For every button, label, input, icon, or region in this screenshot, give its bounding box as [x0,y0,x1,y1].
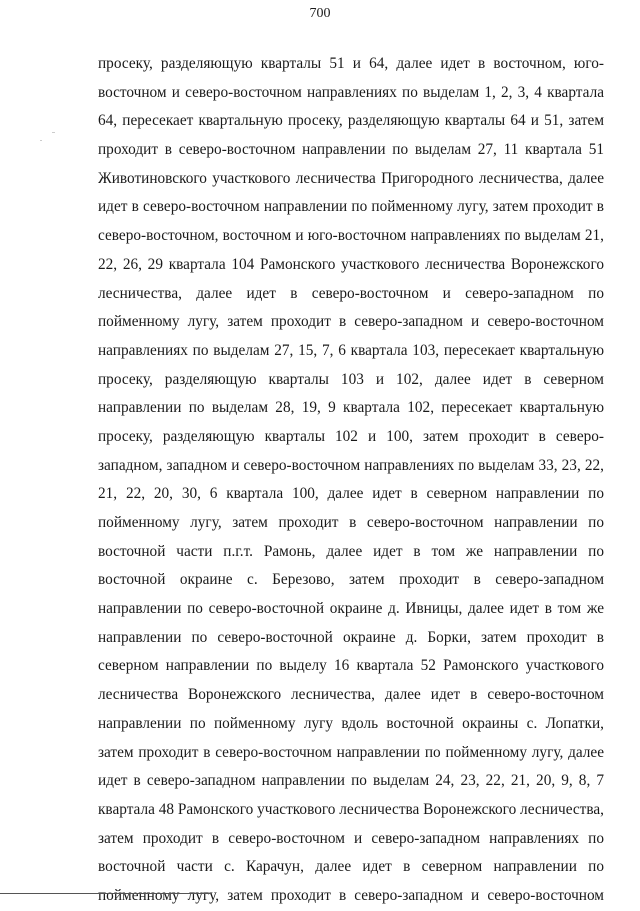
text-line: затем проходит в северо-восточном направлении по пойменному лугу, далее [98,743,604,761]
text-line: Животиновского участкового лесничества Пригородного лесничества, далее [98,169,604,187]
text-line: северо-восточном, восточном и юго-восточном направлениях по выделам 21, [98,227,604,245]
text-line: направлении по выделам 28, 19, 9 квартала 102, пересекает квартальную [98,399,604,417]
text-line: восточном и северо-восточном направлениях по выделам 1, 2, 3, 4 квартала [98,83,604,101]
text-line: пойменному лугу, затем проходит в северо-восточном направлении по [98,514,604,531]
scan-artifact [52,132,55,133]
footnote-rule [0,893,212,894]
text-line: направлении по северо-восточной окраине д. Ивницы, далее идет в том же [98,600,604,618]
text-line: 21, 22, 20, 30, 6 квартала 100, далее идет в северном направлении по [98,485,604,503]
text-line: восточной части с. Карачун, далее идет в северном направлении по [98,858,604,876]
text-line: пойменному лугу, затем проходит в северо-западном и северо-восточном [98,886,604,904]
text-line: пойменному лугу, затем проходит в северо-западном и северо-восточном [98,313,604,331]
text-line: восточной части п.г.т. Рамонь, далее идет в том же направлении по [98,542,604,560]
text-line: западном, западном и северо-восточном направлениях по выделам 33, 23, 22, [98,456,604,474]
text-line: затем проходит в северо-восточном и северо-западном направлениях по [98,829,604,847]
text-line: идет в северо-западном направлении по выделам 24, 23, 22, 21, 20, 9, 8, 7 [98,772,604,790]
text-line: направлении по пойменному лугу вдоль восточной окраины с. Лопатки, [98,714,604,732]
body-text [98,50,604,911]
scan-artifact [40,140,42,141]
text-line: лесничества, далее идет в северо-восточном и северо-западном по [98,284,604,302]
text-line: направлениях по выделам 27, 15, 7, 6 квартала 103, пересекает квартальную [98,341,604,359]
text-line: идет в северо-восточном направлении по пойменному лугу, затем проходит в [98,198,604,216]
text-line: просеку, разделяющую кварталы 103 и 102, далее идет в северном [98,370,604,388]
text-line: 64, пересекает квартальную просеку, разделяющую кварталы 64 и 51, затем [98,112,604,130]
text-line: лесничества Воронежского лесничества, далее идет в северо-восточном [98,686,604,704]
text-line: проходит в северо-восточном направлении по выделам 27, 11 квартала 51 [98,141,604,159]
page-number: 700 [309,6,331,21]
text-line: квартала 48 Рамонского участкового лесничества Воронежского лесничества, [98,800,604,818]
text-line: просеку, разделяющую кварталы 102 и 100, затем проходит в северо- [98,427,604,445]
text-line: просеку, разделяющую кварталы 51 и 64, далее идет в восточном, юго- [98,55,604,72]
text-line: направлении по северо-восточной окраине д. Борки, затем проходит в [98,628,604,646]
text-line: восточной окраине с. Березово, затем проходит в северо-западном [98,571,604,589]
text-line: 22, 26, 29 квартала 104 Рамонского участкового лесничества Воронежского [98,255,604,273]
text-line: северном направлении по выделу 16 квартала 52 Рамонского участкового [98,657,604,675]
